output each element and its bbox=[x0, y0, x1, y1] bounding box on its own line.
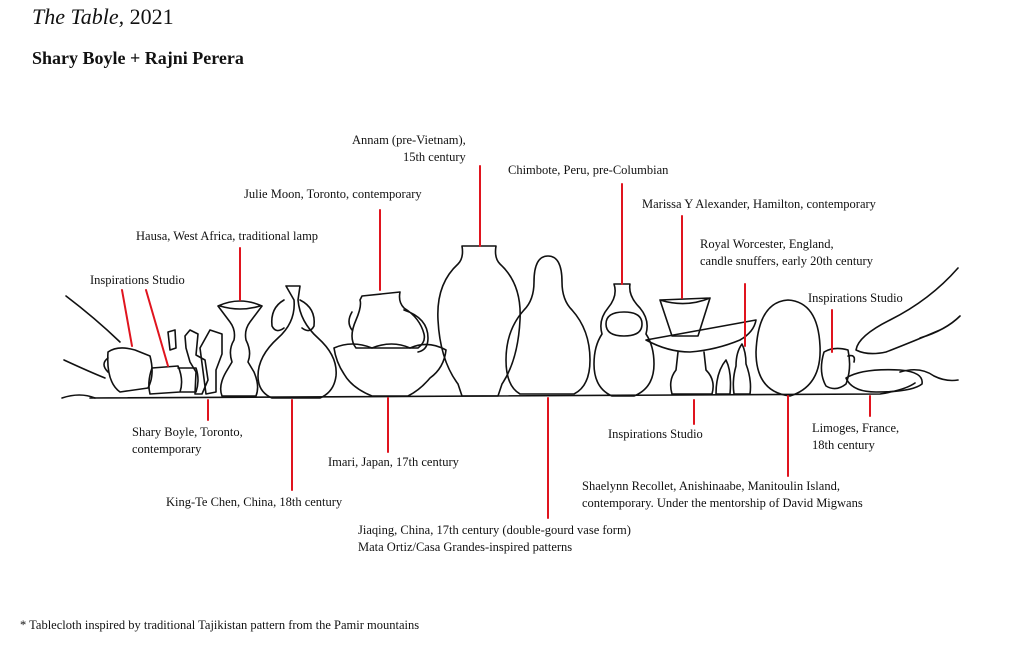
label-chimbote: Chimbote, Peru, pre-Columbian bbox=[508, 163, 669, 177]
leader-inspirations-left-1 bbox=[122, 290, 132, 346]
label-limoges-line1: Limoges, France, bbox=[812, 421, 900, 435]
label-royal-worcester bbox=[700, 236, 873, 270]
jiaqing-gourd-vase bbox=[506, 256, 590, 394]
left-hand-cup bbox=[108, 348, 152, 392]
inspirations-compote bbox=[646, 320, 756, 394]
label-limoges bbox=[812, 420, 899, 454]
label-shaelynn bbox=[582, 478, 863, 512]
label-jiaqing bbox=[358, 522, 631, 556]
chimbote-stirrup-vessel bbox=[594, 284, 654, 396]
imari-bowl bbox=[334, 344, 446, 396]
artists-line: Shary Boyle + Rajni Perera bbox=[32, 48, 244, 68]
shaelynn-egg-vessel bbox=[756, 300, 820, 396]
king-te-chen-vase bbox=[258, 286, 336, 398]
label-inspirations-bottom: Inspirations Studio bbox=[608, 427, 703, 441]
hausa-lamp-bowl-rim bbox=[220, 306, 260, 309]
label-inspirations-left: Inspirations Studio bbox=[90, 273, 185, 287]
label-hausa: Hausa, West Africa, traditional lamp bbox=[136, 229, 319, 243]
royal-worcester-snuffers bbox=[716, 344, 751, 394]
imari-jug bbox=[349, 292, 428, 352]
label-shaelynn-line1: Shaelynn Recollet, Anishinaabe, Manitoulin Island, bbox=[582, 479, 840, 493]
label-king-te-chen: King-Te Chen, China, 18th century bbox=[166, 495, 343, 509]
label-shary-boyle-line1: Shary Boyle, Toronto, bbox=[132, 425, 243, 439]
label-jiaqing-line2: Mata Ortiz/Casa Grandes-inspired patterns bbox=[358, 540, 573, 554]
label-inspirations-right: Inspirations Studio bbox=[808, 291, 903, 305]
title-italic: The Table, bbox=[32, 4, 125, 29]
shary-boyle-cups bbox=[149, 366, 198, 394]
label-annam-line2: 15th century bbox=[402, 150, 466, 164]
shary-boyle-figure-2 bbox=[200, 330, 222, 394]
label-marissa: Marissa Y Alexander, Hamilton, contemporary bbox=[642, 197, 876, 211]
label-annam bbox=[352, 132, 466, 166]
label-shary-boyle bbox=[132, 424, 243, 458]
footnote: * Tablecloth inspired by traditional Tajikistan pattern from the Pamir mountains bbox=[20, 618, 420, 632]
label-jiaqing-line1: Jiaqing, China, 17th century (double-gourd vase form) bbox=[358, 523, 631, 537]
label-shary-boyle-line2: contemporary bbox=[132, 442, 202, 456]
label-imari: Imari, Japan, 17th century bbox=[328, 455, 459, 469]
label-royal-worcester-line2: candle snuffers, early 20th century bbox=[700, 254, 873, 268]
label-limoges-line2: 18th century bbox=[812, 438, 875, 452]
left-arm bbox=[64, 296, 120, 378]
label-julie-moon: Julie Moon, Toronto, contemporary bbox=[244, 187, 422, 201]
right-arm bbox=[856, 268, 960, 354]
label-shaelynn-line2: contemporary. Under the mentorship of David Migwans bbox=[582, 496, 863, 510]
hausa-lamp bbox=[218, 301, 262, 396]
limoges-dish bbox=[846, 370, 922, 392]
leader-inspirations-left-2 bbox=[146, 290, 168, 366]
label-royal-worcester-line1: Royal Worcester, England, bbox=[700, 237, 834, 251]
label-annam-line1: Annam (pre-Vietnam), bbox=[352, 133, 466, 147]
title-year: 2021 bbox=[124, 4, 174, 29]
chimbote-stirrup-loop bbox=[606, 312, 642, 336]
